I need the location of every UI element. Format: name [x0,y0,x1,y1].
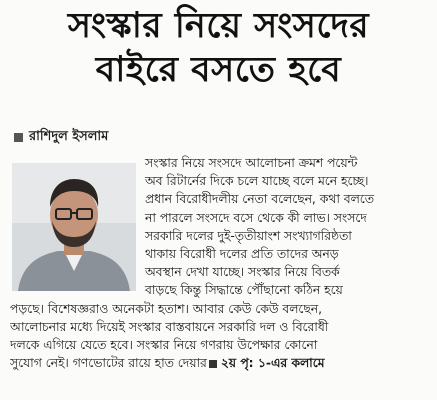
body-line: প্রধান বিরোধীদলীয় নেতা বলেছেন, কথা বলতে [145,192,374,207]
body-line: অব রিটার্নের দিকে চলে যাচ্ছে বলে মনে হচ্ছে। [145,174,369,189]
body-line: বাড়ছে কিন্তু সিদ্ধান্তে পৌঁছানো কঠিন হয়ে [145,283,343,298]
byline [14,127,108,148]
continuation-square-icon [209,360,217,368]
body-line: দলকে এগিয়ে যেতে হবে। সংস্কার নিয়ে গণরায় উপেক্ষার কোনো [10,338,318,353]
headline [0,4,437,92]
byline-author: রাশিদুল ইসলাম [29,129,109,144]
body-line: পড়ছে। বিশেষজ্ঞরাও অনেকটা হতাশ। আবার কেউ কেউ বলছেন, [10,301,323,316]
headline-line-2: বাইরে বসতে হবে [95,50,342,90]
body-line: না পারলে সংসদে বসে থেকে কী লাভ। সংসদে [145,210,367,225]
headline-line-1: সংস্কার নিয়ে সংসদের [67,6,370,46]
continuation-note: ২য় পৃ: ১-এর কলামে [220,356,325,371]
byline-square-icon [14,133,23,142]
body-line: থাকায় বিরোধী দলের প্রতি তাদের অনড় [145,247,339,262]
body-last-line [10,354,426,372]
body-line: সুযোগ নেই। গণভোটের রায়ে হাত দেয়ার [10,356,207,371]
article-body [10,154,426,372]
body-line: আলোচনার মধ্যে দিয়েই সংস্কার বাস্তবায়নে সরকারি দল ও বিরোধী [10,319,329,334]
body-line: অবস্থান দেখা যাচ্ছে। সংস্কার নিয়ে বিতর্ক [145,265,340,280]
body-line: সংস্কার নিয়ে সংসদে আলোচনা ক্রমশ পয়েন্ট [145,156,358,170]
body-line: সরকারি দলের দুই-তৃতীয়াংশ সংখ্যাগরিষ্ঠতা [145,228,352,243]
